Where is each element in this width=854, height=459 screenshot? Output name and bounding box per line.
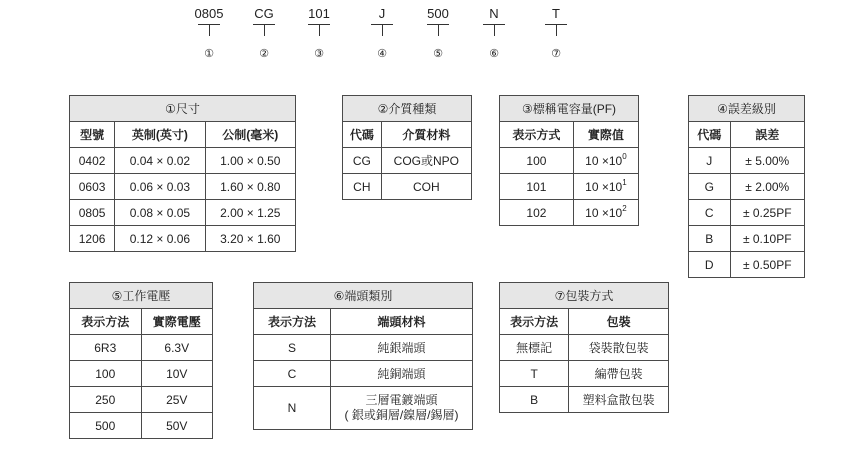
table-row xyxy=(500,361,669,387)
code-index: ③ xyxy=(314,47,324,60)
capacitance-base: 10 ×10 xyxy=(585,153,623,168)
termination-code: C xyxy=(254,361,331,387)
table-row xyxy=(500,148,639,174)
code-part-capacitance xyxy=(297,6,341,61)
voltage-code: 250 xyxy=(70,387,142,413)
code-stem xyxy=(438,25,439,36)
capacitance-exponent: 2 xyxy=(622,203,627,213)
capacitance-code: 102 xyxy=(500,200,574,226)
tolerance-code: B xyxy=(689,226,731,252)
size-header-model: 型號 xyxy=(70,122,115,148)
size-header-metric: 公制(毫米) xyxy=(205,122,295,148)
size-imperial: 0.06 × 0.03 xyxy=(115,174,205,200)
packaging-code: T xyxy=(500,361,569,387)
tolerance-code: C xyxy=(689,200,731,226)
code-stem xyxy=(556,25,557,36)
capacitance-header-value: 實際值 xyxy=(573,122,638,148)
termination-material: 純銀端頭 xyxy=(331,335,473,361)
tolerance-header-value: 誤差 xyxy=(730,122,804,148)
table-row xyxy=(70,226,296,252)
size-table xyxy=(69,95,296,252)
capacitance-code: 101 xyxy=(500,174,574,200)
table-row xyxy=(70,361,213,387)
tolerance-table-title: ④誤差級別 xyxy=(689,96,805,122)
capacitance-table-title: ③標稱電容量(PF) xyxy=(500,96,639,122)
packaging-type: 塑料盒散包裝 xyxy=(569,387,669,413)
table-row xyxy=(70,200,296,226)
tolerance-value: ± 0.25PF xyxy=(730,200,804,226)
size-metric: 2.00 × 1.25 xyxy=(205,200,295,226)
voltage-header-value: 實際電壓 xyxy=(141,309,213,335)
dielectric-table-title: ②介質種類 xyxy=(343,96,472,122)
code-part-voltage xyxy=(416,6,460,61)
voltage-value: 25V xyxy=(141,387,213,413)
dielectric-header-material: 介質材料 xyxy=(381,122,471,148)
termination-table-title: ⑥端頭類別 xyxy=(254,283,473,309)
table-row xyxy=(689,148,805,174)
code-stem xyxy=(382,25,383,36)
packaging-table xyxy=(499,282,669,413)
termination-code: N xyxy=(254,387,331,430)
size-model: 0805 xyxy=(70,200,115,226)
table-row xyxy=(689,174,805,200)
capacitance-base: 10 ×10 xyxy=(585,205,623,220)
termination-material: 純銅端頭 xyxy=(331,361,473,387)
code-part-packaging xyxy=(534,6,578,61)
table-row xyxy=(254,361,473,387)
size-metric: 3.20 × 1.60 xyxy=(205,226,295,252)
termination-header-code: 表示方法 xyxy=(254,309,331,335)
size-model: 0402 xyxy=(70,148,115,174)
code-text: N xyxy=(489,6,499,21)
table-row xyxy=(70,335,213,361)
voltage-table xyxy=(69,282,213,439)
termination-material xyxy=(331,387,473,430)
packaging-type: 編帶包裝 xyxy=(569,361,669,387)
code-part-dielectric xyxy=(242,6,286,61)
code-part-tolerance xyxy=(360,6,404,61)
table-row xyxy=(500,200,639,226)
code-part-termination xyxy=(472,6,516,61)
tolerance-header-code: 代碼 xyxy=(689,122,731,148)
table-row xyxy=(689,226,805,252)
code-stem xyxy=(494,25,495,36)
dielectric-header-code: 代碼 xyxy=(343,122,382,148)
table-row xyxy=(500,387,669,413)
code-stem xyxy=(319,25,320,36)
code-index: ② xyxy=(259,47,269,60)
size-imperial: 0.12 × 0.06 xyxy=(115,226,205,252)
tolerance-table xyxy=(688,95,805,278)
code-index: ⑥ xyxy=(489,47,499,60)
capacitance-base: 10 ×10 xyxy=(585,179,623,194)
tolerance-code: G xyxy=(689,174,731,200)
table-row xyxy=(500,335,669,361)
voltage-value: 10V xyxy=(141,361,213,387)
voltage-value: 50V xyxy=(141,413,213,439)
packaging-code: 無標記 xyxy=(500,335,569,361)
voltage-code: 100 xyxy=(70,361,142,387)
table-row xyxy=(689,252,805,278)
capacitance-table xyxy=(499,95,639,226)
dielectric-material: COG或NPO xyxy=(381,148,471,174)
code-text: 101 xyxy=(308,6,330,21)
tolerance-value: ± 2.00% xyxy=(730,174,804,200)
termination-code: S xyxy=(254,335,331,361)
dielectric-material: COH xyxy=(381,174,471,200)
tolerance-value: ± 5.00% xyxy=(730,148,804,174)
dielectric-code: CG xyxy=(343,148,382,174)
code-text: CG xyxy=(254,6,274,21)
code-index: ④ xyxy=(377,47,387,60)
voltage-table-title: ⑤工作電壓 xyxy=(70,283,213,309)
voltage-code: 6R3 xyxy=(70,335,142,361)
size-metric: 1.60 × 0.80 xyxy=(205,174,295,200)
code-index: ⑦ xyxy=(551,47,561,60)
table-row xyxy=(70,148,296,174)
size-model: 1206 xyxy=(70,226,115,252)
code-index: ① xyxy=(204,47,214,60)
capacitance-code: 100 xyxy=(500,148,574,174)
tolerance-code: J xyxy=(689,148,731,174)
table-row xyxy=(70,413,213,439)
code-index: ⑤ xyxy=(433,47,443,60)
table-row xyxy=(254,335,473,361)
size-model: 0603 xyxy=(70,174,115,200)
code-stem xyxy=(264,25,265,36)
packaging-table-title: ⑦包裝方式 xyxy=(500,283,669,309)
capacitance-exponent: 1 xyxy=(622,177,627,187)
table-row xyxy=(689,200,805,226)
termination-material-line1: 三層電鍍端頭 xyxy=(365,393,438,407)
capacitance-value xyxy=(573,174,638,200)
table-row xyxy=(343,174,472,200)
tolerance-value: ± 0.10PF xyxy=(730,226,804,252)
tolerance-value: ± 0.50PF xyxy=(730,252,804,278)
voltage-code: 500 xyxy=(70,413,142,439)
packaging-header-type: 包裝 xyxy=(569,309,669,335)
dielectric-table xyxy=(342,95,472,200)
termination-table xyxy=(253,282,473,430)
capacitance-exponent: 0 xyxy=(622,151,627,161)
code-text: T xyxy=(552,6,560,21)
size-metric: 1.00 × 0.50 xyxy=(205,148,295,174)
voltage-value: 6.3V xyxy=(141,335,213,361)
table-row xyxy=(254,387,473,430)
code-text: 0805 xyxy=(194,6,224,21)
termination-material-line2: ( 銀或銅層/鎳層/錫層) xyxy=(344,408,459,422)
code-text: J xyxy=(378,6,386,21)
capacitance-header-code: 表示方式 xyxy=(500,122,574,148)
table-row xyxy=(70,387,213,413)
code-part-size xyxy=(187,6,231,61)
size-header-imperial: 英制(英寸) xyxy=(115,122,205,148)
tolerance-code: D xyxy=(689,252,731,278)
voltage-header-code: 表示方法 xyxy=(70,309,142,335)
packaging-code: B xyxy=(500,387,569,413)
capacitance-value xyxy=(573,148,638,174)
code-stem xyxy=(209,25,210,36)
termination-header-material: 端頭材料 xyxy=(331,309,473,335)
size-imperial: 0.08 × 0.05 xyxy=(115,200,205,226)
table-row xyxy=(343,148,472,174)
dielectric-code: CH xyxy=(343,174,382,200)
code-text: 500 xyxy=(427,6,449,21)
table-row xyxy=(500,174,639,200)
capacitance-value xyxy=(573,200,638,226)
size-imperial: 0.04 × 0.02 xyxy=(115,148,205,174)
packaging-header-code: 表示方法 xyxy=(500,309,569,335)
packaging-type: 袋裝散包裝 xyxy=(569,335,669,361)
table-row xyxy=(70,174,296,200)
size-table-title: ①尺寸 xyxy=(70,96,296,122)
